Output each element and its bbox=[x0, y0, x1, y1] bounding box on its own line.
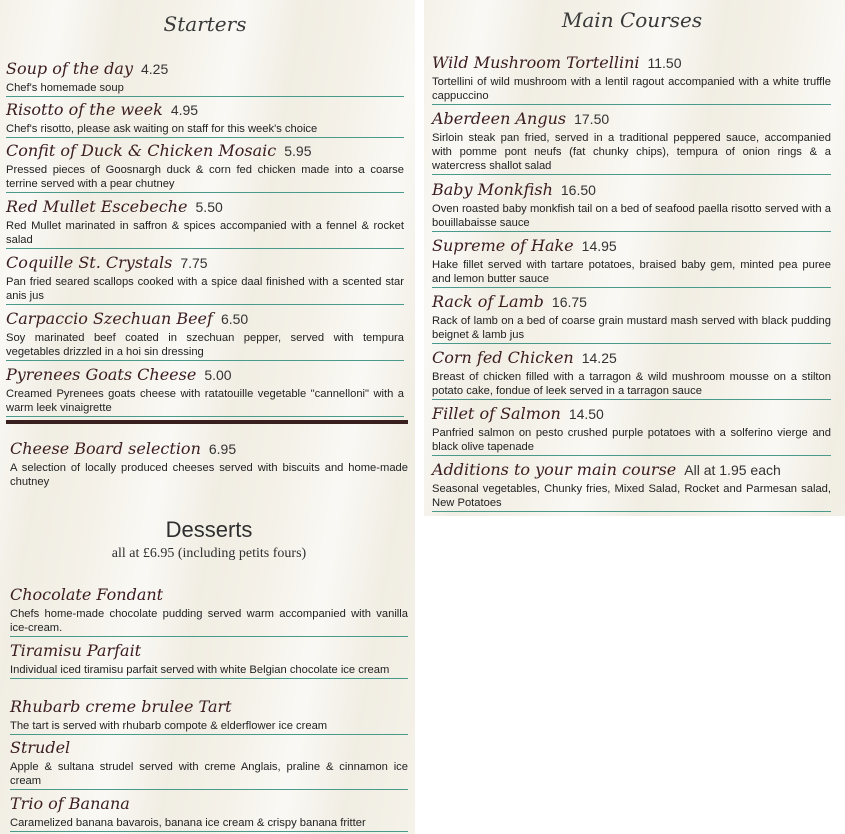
item-description: Caramelized banana bavarois, banana ice cream & crispy banana fritter bbox=[10, 817, 366, 829]
dessert-item-tiramisu bbox=[10, 640, 408, 679]
item-divider bbox=[432, 343, 831, 344]
item-divider bbox=[6, 304, 404, 305]
item-description: Individual iced tiramisu parfait served with white Belgian chocolate ice cream bbox=[10, 664, 390, 676]
item-name: Carpaccio Szechuan Beef bbox=[6, 309, 213, 328]
right-menu-panel bbox=[424, 0, 845, 516]
main-item-aberdeen-angus bbox=[432, 108, 831, 175]
item-name: Supreme of Hake bbox=[432, 236, 574, 255]
item-description: Oven roasted baby monkfish tail on a bed of seafood paella risotto served with a bouillabaisse sauce bbox=[432, 203, 831, 229]
item-price: 4.95 bbox=[170, 102, 199, 118]
item-divider bbox=[432, 231, 831, 232]
item-name: Rack of Lamb bbox=[432, 292, 544, 311]
item-divider bbox=[432, 104, 831, 105]
starter-item-soup bbox=[6, 58, 404, 97]
item-name: Tiramisu Parfait bbox=[10, 641, 142, 660]
dessert-item-chocolate-fondant bbox=[10, 584, 408, 637]
dessert-item-strudel bbox=[10, 737, 408, 790]
item-divider bbox=[6, 416, 404, 417]
starter-item-carpaccio bbox=[6, 308, 404, 361]
item-divider bbox=[10, 831, 408, 832]
item-name: Chocolate Fondant bbox=[10, 585, 164, 604]
item-name: Trio of Banana bbox=[10, 794, 130, 813]
item-description: Chef's homemade soup bbox=[6, 82, 124, 94]
item-description: Creamed Pyrenees goats cheese with ratatouille vegetable "cannelloni" with a warm leek vinaigrette bbox=[6, 388, 404, 414]
item-price: 5.00 bbox=[204, 367, 232, 383]
item-divider bbox=[6, 96, 404, 97]
item-description: Pan fried seared scallops cooked with a spice daal finished with a scented star anis jus bbox=[6, 276, 404, 302]
main-item-mushroom-tortellini bbox=[432, 52, 831, 105]
left-menu-panel bbox=[0, 0, 415, 834]
item-price: 11.50 bbox=[647, 55, 682, 71]
desserts-heading: Desserts bbox=[165, 517, 253, 542]
main-courses-heading: Main Courses bbox=[561, 8, 703, 32]
item-name: Pyrenees Goats Cheese bbox=[6, 365, 197, 384]
item-description: Hake fillet served with tartare potatoes, braised baby gem, minted pea puree and lemon butter sauce bbox=[432, 259, 831, 285]
item-name: Soup of the day bbox=[6, 59, 133, 78]
main-item-supreme-of-hake bbox=[432, 235, 831, 288]
item-description: Breast of chicken filled with a tarragon & wild mushroom mousse on a stilton potato cake, fondue of leek served in a tarragon sauce bbox=[432, 371, 831, 397]
item-price: 6.95 bbox=[208, 441, 237, 457]
item-name: Baby Monkfish bbox=[432, 180, 553, 199]
desserts-subtitle: all at £6.95 (including petits fours) bbox=[111, 546, 307, 561]
item-divider bbox=[6, 248, 404, 249]
item-name: Risotto of the week bbox=[6, 100, 163, 119]
item-divider bbox=[6, 137, 404, 138]
item-divider bbox=[10, 636, 408, 637]
item-description: Seasonal vegetables, Chunky fries, Mixed Salad, Rocket and Parmesan salad, New Potatoes bbox=[432, 483, 831, 509]
starter-item-coquille bbox=[6, 252, 404, 305]
item-name: Aberdeen Angus bbox=[432, 109, 567, 128]
item-description: The tart is served with rhubarb compote & elderflower ice cream bbox=[10, 720, 328, 732]
item-price: All at 1.95 each bbox=[684, 462, 781, 478]
item-divider bbox=[432, 455, 831, 456]
starter-item-goats-cheese bbox=[6, 364, 404, 417]
main-item-fillet-of-salmon bbox=[432, 403, 831, 456]
item-price: 16.50 bbox=[560, 182, 596, 198]
main-item-rack-of-lamb bbox=[432, 291, 831, 344]
item-name: Additions to your main course bbox=[432, 460, 677, 479]
cheese-board-item bbox=[10, 438, 408, 489]
item-name: Cheese Board selection bbox=[10, 439, 201, 458]
main-item-additions bbox=[432, 459, 831, 512]
item-description: Soy marinated beef coated in szechuan pepper, served with tempura vegetables drizzled in a hoi sin dressing bbox=[6, 332, 404, 358]
item-divider bbox=[432, 174, 831, 175]
item-price: 5.50 bbox=[195, 199, 223, 215]
item-divider bbox=[10, 789, 408, 790]
item-name: Rhubarb creme brulee Tart bbox=[10, 697, 232, 716]
item-price: 14.95 bbox=[581, 238, 617, 254]
dessert-item-rhubarb-tart bbox=[10, 696, 408, 735]
item-price: 14.25 bbox=[581, 350, 617, 366]
item-name: Fillet of Salmon bbox=[432, 404, 561, 423]
item-description: Apple & sultana strudel served with creme Anglais, praline & cinnamon ice cream bbox=[10, 761, 408, 787]
item-description: Sirloin steak pan fried, served in a traditional peppered sauce, accompanied with pomme pont neufs (fat chunky chips), tempura of onion rings & a watercress shallot salad bbox=[432, 132, 831, 172]
item-price: 5.95 bbox=[284, 143, 312, 159]
item-divider bbox=[10, 734, 408, 735]
item-description: A selection of locally produced cheeses served with biscuits and home-made chutney bbox=[10, 462, 408, 488]
item-divider bbox=[432, 511, 831, 512]
item-description: Pressed pieces of Goosnargh duck & corn fed chicken made into a coarse terrine served with a pear chutney bbox=[6, 164, 404, 190]
starters-end-divider bbox=[6, 420, 408, 424]
main-item-corn-fed-chicken bbox=[432, 347, 831, 400]
item-description: Panfried salmon on pesto crushed purple potatoes with a solferino vierge and black olive tapenade bbox=[432, 427, 831, 453]
item-description: Red Mullet marinated in saffron & spices accompanied with a fennel & rocket salad bbox=[6, 220, 404, 246]
item-divider bbox=[10, 678, 408, 679]
item-description: Chefs home-made chocolate pudding served warm accompanied with vanilla ice-cream. bbox=[10, 608, 408, 634]
main-item-baby-monkfish bbox=[432, 179, 831, 232]
starter-item-duck-confit bbox=[6, 140, 404, 193]
item-price: 16.75 bbox=[551, 294, 587, 310]
item-divider bbox=[6, 360, 404, 361]
item-description: Tortellini of wild mushroom with a lentil ragout accompanied with a white truffle cappuccino bbox=[432, 76, 831, 102]
item-price: 4.25 bbox=[140, 61, 169, 77]
item-name: Red Mullet Escebeche bbox=[6, 197, 188, 216]
starters-heading: Starters bbox=[163, 12, 247, 36]
item-name: Confit of Duck & Chicken Mosaic bbox=[6, 141, 277, 160]
item-name: Strudel bbox=[10, 738, 71, 757]
item-divider bbox=[432, 399, 831, 400]
item-divider bbox=[432, 287, 831, 288]
dessert-item-trio-of-banana bbox=[10, 793, 408, 832]
item-price: 7.75 bbox=[180, 255, 208, 271]
item-price: 6.50 bbox=[220, 311, 249, 327]
item-name: Corn fed Chicken bbox=[432, 348, 574, 367]
item-description: Chef's risotto, please ask waiting on staff for this week's choice bbox=[6, 123, 318, 135]
starter-item-risotto bbox=[6, 99, 404, 138]
item-name: Wild Mushroom Tortellini bbox=[432, 53, 640, 72]
item-price: 14.50 bbox=[568, 406, 604, 422]
item-name: Coquille St. Crystals bbox=[6, 253, 173, 272]
item-price: 17.50 bbox=[574, 111, 610, 127]
starter-item-red-mullet bbox=[6, 196, 404, 249]
item-divider bbox=[6, 192, 404, 193]
item-description: Rack of lamb on a bed of coarse grain mustard mash served with black pudding beignet & lamb jus bbox=[432, 315, 831, 341]
